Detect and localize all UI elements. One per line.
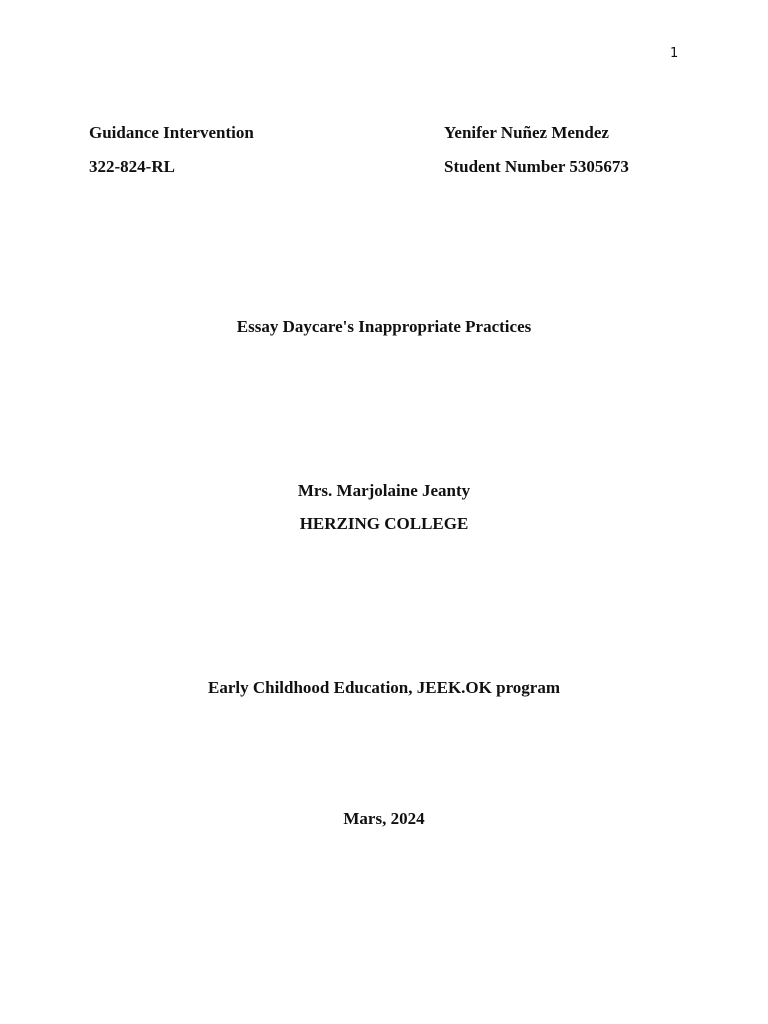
institution-name: HERZING COLLEGE [299, 514, 469, 533]
essay-title: Essay Daycare's Inappropriate Practices [236, 317, 532, 336]
student-number: Student Number 5305673 [444, 157, 629, 176]
course-code: 322-824-RL [89, 157, 175, 176]
student-name: Yenifer Nuñez Mendez [444, 123, 609, 142]
page-number: 1 [670, 46, 679, 61]
instructor-name: Mrs. Marjolaine Jeanty [297, 481, 471, 500]
submission-date: Mars, 2024 [343, 809, 425, 828]
program-name: Early Childhood Education, JEEK.OK program [207, 678, 561, 697]
course-name: Guidance Intervention [89, 123, 254, 142]
